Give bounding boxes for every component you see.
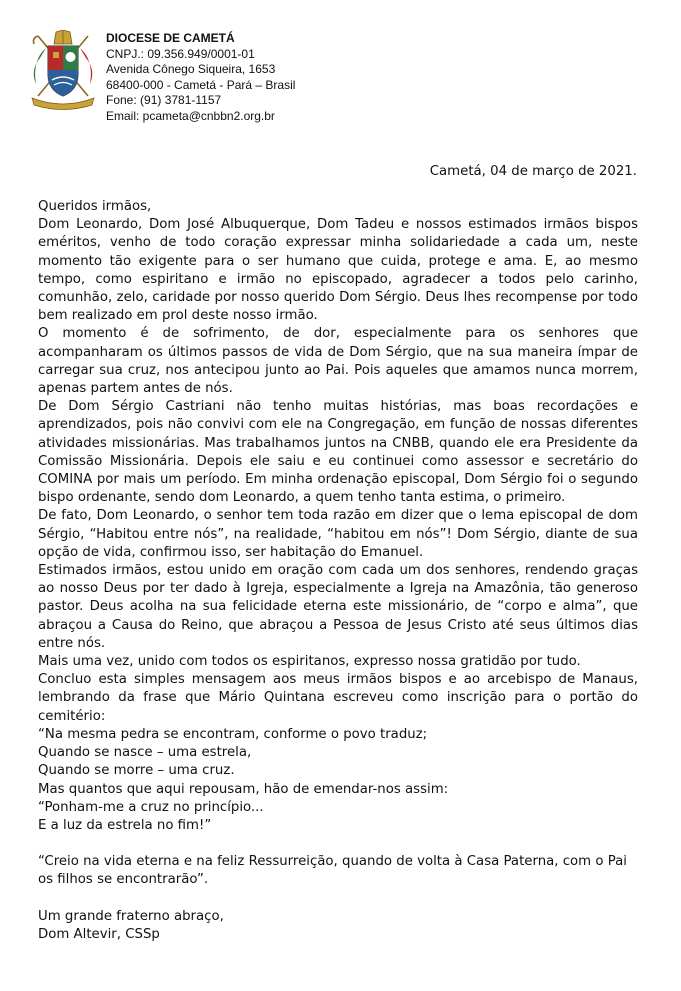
email: Email: pcameta@cnbbn2.org.br [106,108,275,123]
greeting: Queridos irmãos, [38,199,152,214]
paragraph-1: Dom Leonardo, Dom José Albuquerque, Dom Tadeu e nossos estimados irmãos bispos eméritos, venho de todo coração expressar minha solidariedade a cada um, neste momento tão exigente para o ser humano que cuida, protege e ama. E, ao mesmo tempo, como espiritano e irmão no episcopado, agradecer a todos pelo carinho, comunhão, zelo, caridade por nosso querido Dom Sérgio. Deus lhes recompense por todo bem realizado em prol deste nosso irmão. [38,217,638,324]
phone: Fone: (91) 3781-1157 [106,93,222,107]
city-line: 68400-000 - Cametá - Pará – Brasil [106,77,296,92]
poem-line: Quando se morre – uma cruz. [38,763,235,779]
paragraph-4: De fato, Dom Leonardo, o senhor tem toda razão em dizer que o lema episcopal de dom Sérgio, “Habitou entre nós”, na realidade, “habitou em nós”! Dom Sérgio, diante de sua opção de vida, confirmou isso, ser habitação do Emanuel. [38,508,638,560]
cnpj: CNPJ.: 09.356.949/0001-01 [106,46,255,61]
closing: Um grande fraterno abraço, [38,908,224,924]
paragraph-6: Mais uma vez, unido com todos os espiritanos, expresso nossa gratidão por tudo. [38,654,581,670]
paragraph-2: O momento é de sofrimento, de dor, especialmente para os senhores que acompanharam os últimos passos de vida de Dom Sérgio, que na sua maneira ímpar de carregar sua cruz, nos antecipou junto ao Pai. Pois aqueles que amamos nunca morrem, apenas partem antes de nós. [38,326,638,397]
paragraph-7: Concluo esta simples mensagem aos meus irmãos bispos e ao arcebispo de Manaus, lembrando da frase que Mário Quintana escreveu como inscrição para o portão do cemitério: [38,672,638,724]
closing-quote: “Creio na vida eterna e na feliz Ressurreição, quando de volta à Casa Paterna, com o Pai os filhos se encontrarão”. [38,854,627,888]
letter-body [38,198,638,944]
spacer [38,835,638,853]
poem-line: “Ponham-me a cruz no princípio... [38,799,264,815]
poem-line: Quando se nasce – uma estrela, [38,745,252,761]
diocese-name: DIOCESE DE CAMETÁ [106,31,235,45]
letter-date: Cametá, 04 de março de 2021. [429,164,637,179]
signature: Dom Altevir, CSSp [38,926,160,942]
poem-line: “Na mesma pedra se encontram, conforme o povo traduz; [38,726,428,742]
spacer [38,890,638,908]
poem-line: E a luz da estrela no fim!” [38,817,212,833]
address: Avenida Cônego Siqueira, 1653 [106,62,276,76]
paragraph-5: Estimados irmãos, estou unido em oração com cada um dos senhores, rendendo graças ao nosso Deus por ter dado à Igreja, especialmente a Igreja na Amazônia, tão generoso pastor. Deus acolha na sua felicidade eterna este missionário, de “corpo e alma”, que abraçou a Causa do Reino, que abraçou a Pessoa de Jesus Cristo até seus últimos dias entre nós. [38,563,638,651]
letterhead [106,31,295,124]
poem-line: Mas quantos que aqui repousam, hão de emendar-nos assim: [38,781,449,797]
paragraph-3: De Dom Sérgio Castriani não tenho muitas histórias, mas boas recordações e aprendizados, pois não convivi com ele na Congregação, em função de nossas diferentes atividades missionárias. Mas trabalhamos juntos na CNBB, quando ele era Presidente da Comissão Missionária. Depois ele saiu e eu continuei como assessor e secretário do COMINA por mais um período. Em minha ordenação episcopal, Dom Sérgio foi o segundo bispo ordenante, sendo dom Leonardo, a quem tenho tanta estima, o primeiro. [38,399,638,506]
diocese-coat-of-arms-icon [26,30,100,110]
